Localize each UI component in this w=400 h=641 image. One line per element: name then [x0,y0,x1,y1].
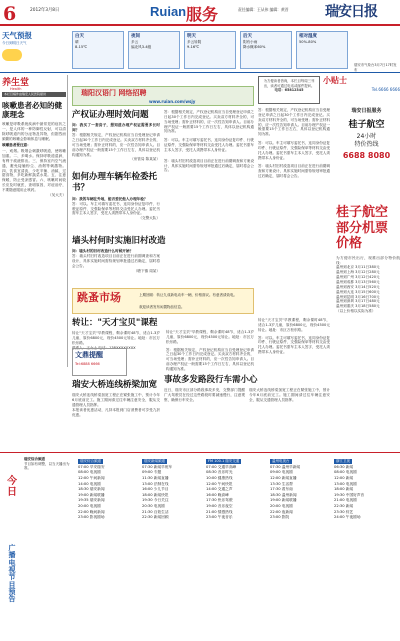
tips-phone: Tel.6666 6666 [371,86,400,92]
qa-sign: （交警大队） [138,216,160,221]
transfer-body-cont: 转让"天才宝贝"早教课程，剩余课时48节，适合1-3岁儿童，原价6800元，现价4500元转让。地址：市区万松东路。 [166,330,254,344]
tv-program-row: 16:00 少儿节目 [142,487,169,492]
tv-note-title: 瑞安综合频道 [24,457,45,461]
article-paragraph: 一、戒烟。吸烟会刺激呼吸道，使咳嗽加重。二、多喝水。保持呼吸道湿润，有利于痰液排出。三、保持室内空气流通，避免接触粉尘、油烟等刺激物。四、饮食宜清淡，少吃辛辣、油腻、过甜食物，多吃新鲜蔬菜水果。五、注意保暖，防止受凉感冒。六、咳嗽时间较长应及时就医，查明原因，对症治疗，不要随意服用止咳药。 [2,149,66,192]
qa-answer-cont: 答：墙头村旧村改造项目目前正在进行前期调查和方案设计，具体实施时间需待规划审批通过后确定，届时将会公告。 [258,164,330,179]
tv-program-row: 19:30 中国好声音 [334,492,365,497]
tv-program-row: 17:30 快乐驾驶 [206,498,233,503]
service-ad [333,108,400,162]
section-title: 服务 [186,5,219,24]
sale-box [72,348,127,376]
column-title: 养生堂 [2,78,30,88]
tv-program-row: 22:30 新闻 [334,504,354,508]
sale-phone: Tel:6888 6666 [75,362,100,367]
weather-title: 天气预报 [2,31,32,40]
ad-title: 瑞阳汉语门 网络招聘 [81,89,147,97]
tv-program-row: 07:30 新闻早班车 [142,464,173,469]
tv-channel-column [206,459,268,521]
editor-credit: 责任编辑：王从伟 编辑：黄晋 [238,7,289,12]
tv-program-row: 21:30 百姓生活 [142,509,169,514]
transfer-contact: 联系人：王女士 电话：138XXXXXXXX [72,346,136,350]
qa-answer-cont: 答：根据相关规定，产权登记机构应当自受理登记申请之日起30个工作日内完成登记。买卖双方材料齐全的，可当场受理；需补正材料的，应一次性告知申请人。目前办理产权证一般需要15个工作日左右，具体以登记机构通知为准。 [164,110,254,134]
qa-answer-cont: 答：根据相关规定，产权登记机构应当自受理登记申请之日起30个工作日内完成登记。买卖双方材料齐全的，可当场受理；需补正材料的，应一次性告知申请人。目前办理产权证一般需要15个工作日左右，具体以登记机构通知为准。 [258,108,330,137]
service-line: 24小时 [356,132,377,140]
news-body: 本报读者优惠活动，凡持本报到门店消费者可享受九折优惠。 [72,408,160,417]
tv-program-row: 12:00 午间新闻 [78,475,105,480]
tv-program-row: 23:30 综艺 [334,509,354,514]
page-number: 6 [3,3,17,25]
article-title: 咳嗽患者必知的健康理念 [2,101,62,119]
sale-title: 文鼎提醒 [75,351,103,359]
tv-program-row: 07:00 交通早高峰 [206,464,237,469]
tv-program-row: 06:30 新闻 [334,464,354,469]
transfer-title: 转让："天才宝贝"课程 [72,318,158,328]
news-road [164,375,330,403]
tv-program-row: 08:00 电视剧 [78,470,101,475]
weather-strip [0,29,400,73]
tv-channel-column [78,459,140,521]
airline-item: 温州到大连 3月15日600元 [336,289,380,294]
weather-cell: 后天 阴有小雨 降水概率60% [240,31,292,69]
tv-program-row: 22:00 晚间新闻 [78,509,105,514]
section-title-en: Ruian [150,4,187,19]
news-body: 瑞安大桥连线桥梁加宽工程正在紧张施工中，预计今年6月底前完工。施工期间请过往车辆注意安全，服从交通管理人员指挥。 [249,388,330,403]
tv-program-row: 22:00 夜新闻 [270,509,293,514]
tv-program-row: 17:30 看东南 [270,487,293,492]
tv-channel-name: FM 100.1 瑞安交通 [208,459,240,463]
tv-program-row: 12:00 新闻直播 [270,475,297,480]
tv-program-row: 21:00 电视剧 [334,498,357,503]
qa-title: 如何办理车辆年检委托书？ [72,172,158,194]
tv-program-row: 07:00 早安瑞安 [78,464,105,469]
tv-program-row: 19:00 新闻联播 [78,492,105,497]
tv-program-row: 23:00 午夜音乐 [206,515,233,520]
article-sign: （吴大夫） [48,192,66,197]
article-paragraph: 咳嗽是呼吸系统疾病中最常见的症状之一，是人体的一种防御性反射，可以清除呼吸道内的分泌物及异物，但剧烈而频繁的咳嗽会影响休息与睡眠。 [2,122,66,141]
weather-cell: 相对湿度 50%-80% [296,31,348,69]
tv-program-row: 22:30 新闻回顾 [142,515,169,520]
tv-channel-name: 瑞安新闻频道 [144,459,165,463]
tv-program-row: 09:00 电视剧 [270,470,293,475]
transfer-body-cont: 转让"天才宝贝"早教课程，剩余课时48节，适合1-3岁儿童，原价6800元，现价4500元转让。地址：市区万松东路。 [258,318,330,332]
tv-program-row: 10:00 健康热线 [206,475,233,480]
tv-channel-name: 瑞安综合频道 [80,459,101,463]
qa-question: 问：我买了一套房子，想知道办理产权证需要多长时间？ [72,123,160,133]
news-bridge [72,380,160,418]
tv-program-row: 13:30 生活帮 [270,481,293,486]
news-title: 瑞安大桥连线桥梁加宽 [72,380,158,390]
tv-program-row: 14:00 交通之声 [206,487,233,492]
tv-program-row: 20:00 电视剧 [270,504,293,508]
qa-answer: 答：根据相关规定，产权登记机构应当自受理登记申请之日起30个工作日内完成登记。买卖双方材料齐全的，可当场受理；需补正材料的，应一次性告知申请人。目前办理产权证一般需要15个工作日左右，具体以登记机构通知为准。 [72,133,160,157]
qa-sign: （房管局 陈某某） [130,157,160,162]
tips-title: 小贴士 [323,76,347,85]
service-line: 特价热线 [354,140,379,148]
transfer-body-cont: 答：可以。车主可填写委托书，连同身份证复印件、行驶证原件、交强险保单等材料交由受托人办理。委托书需车主本人签字，受托人须携带本人身份证。 [258,335,330,355]
tv-sidebar [0,455,22,640]
notice-text: 为方便读者咨询，本栏目每周三刊出，读者可通过电话或邮件提问。 [263,79,315,88]
tv-program-row: 19:30 今日关注 [142,498,169,503]
page-header [0,0,400,26]
tv-program-row: 18:30 温州新闻 [270,492,297,497]
ad-banner[interactable] [72,86,254,106]
qa-answer-cont: 答：墙头村旧村改造项目目前正在进行前期调查和方案设计，具体实施时间需待规划审批通过后确定，届时将会公告。 [164,158,254,173]
qa-answer-cont: 答：可以。车主可填写委托书，连同身份证复印件、行驶证原件、交强险保单等材料交由受托人办理。委托书需车主本人签字，受托人须携带本人身份证。 [258,141,330,160]
airline-item: 温州到上海 3月12日280元 [336,270,380,275]
health-column [0,75,68,367]
issue-date: 2012年3月8日 [30,8,60,13]
tv-program-row: 20:30 电视剧 [142,504,165,508]
qa-sign: （塘下镇 周某） [133,268,160,273]
news-body: 瑞安大桥连线桥梁加宽工程正在紧张施工中，预计今年6月底前完工。施工期间请过往车辆注意安全，服从交通管理人员指挥。 [72,393,160,408]
transfer-body-cont: 答：根据相关规定，产权登记机构应当自受理登记申请之日起30个工作日内完成登记。买卖双方材料齐全的，可当场受理；需补正材料的，应一次性告知申请人。目前办理产权证一般需要15个工作日左右，具体以登记机构通知为准。 [166,347,254,371]
flea-tag: 上期回顾：转让九成新电动车一辆，价格面议。有意者请致电。 [139,293,237,297]
weather-cell: 夜间 多云 偏北风3-4级 [128,31,180,69]
airline-item: 温州到广州 3月12日420元 [336,275,380,280]
tv-program-row: 18:00 新闻 [334,487,354,492]
tv-program-row: 08:00 电视剧 [334,470,357,475]
notice-box [258,76,320,104]
tv-program-row: 13:00 电视剧 [334,481,357,486]
airline-sign: （以上价格以实际为准） [336,309,376,314]
flea-title: 跳蚤市场 [77,291,121,304]
weather-subtitle: 今日到明日天气 [2,41,27,46]
tv-program-row: 24:00 午夜剧场 [334,515,361,520]
service-line: 桂子航空 [348,119,385,130]
tv-program-row: 19:35 瑞安新闻 [78,498,105,503]
airline-item: 温州到西安 3月14日520元 [336,284,380,289]
tv-program-row: 19:00 音乐夜空 [206,504,233,508]
newspaper-logo: 瑞安日报 [325,4,377,20]
airline-list [336,265,400,309]
qa-answer: 答：可以。车主可填写委托书，连同身份证复印件、行驶证原件、交强险保单等材料交由受托人办理。委托书需车主本人签字，受托人须携带本人身份证。 [72,201,160,216]
tv-title: 今日 [7,476,17,498]
tv-channel-column [142,459,204,521]
airline-title: 桂子航空部分机票价格 [336,205,389,252]
airline-intro: 为方便市民出行，现推出部分特价航线： [336,255,400,265]
flea-desc: 欢迎读者发布闲置物品信息。 [139,305,185,309]
airline-item: 温州到重庆 3月18日580元 [336,304,380,309]
qa-title: 产权证办理时效问题 [72,110,149,120]
weather-cell: 明天 多云转阴 9-16℃ [184,31,236,69]
airline-item: 温州到深圳 3月17日480元 [336,299,380,304]
weather-title-block [2,31,70,71]
tv-program-row: 09:00 专题 [142,470,162,475]
ad-url[interactable]: www.ruian.com/wsjy [149,99,196,104]
tv-program-row: 13:00 法制在线 [142,481,169,486]
tv-note-text: 节目如有调整，以当天播出为准。 [24,461,70,471]
weather-cell: 白天 晴 8-15℃ [72,31,124,69]
tv-program-row: 14:00 电视剧 [78,481,101,486]
transfer-body: 转让"天才宝贝"早教课程，剩余课时48节，适合1-3岁儿童，原价6800元，现价4500元转让。地址：市区万松东路。 [72,331,160,346]
tv-listings [0,452,400,641]
tv-program-row: 12:00 新闻 [334,475,354,480]
tv-program-row: 23:00 影视剧场 [78,515,105,520]
news-title: 事故多发路段行车需小心 [164,375,258,385]
airline-ad [336,205,400,314]
news-body: 近日，瑞安市区部分路段事故多发，交警部门提醒广大驾驶员在经过这些路段时要减速慢行，注意观察，确保行车安全。 [164,388,245,403]
service-line: 瑞安日报服务 [351,108,382,114]
tv-subtitle: 广播电视节目预告 [8,544,16,604]
tv-program-row: 08:30 音乐时光 [206,470,233,475]
article-subhead: 咳嗽患者要注意： [2,143,31,148]
airline-item: 温州到北京 3月11日380元 [336,265,380,270]
tv-program-row: 23:00 影院 [270,515,290,520]
tv-channel-column [270,459,332,521]
qa-title: 墙头村何时实施旧村改造 [72,236,166,246]
qa-question: 问：墙头村的旧村改造什么时候开始？ [72,249,134,254]
tv-program-row: 11:30 新闻直播 [142,475,169,480]
tv-program-row: 19:00 新闻联播 [270,498,297,503]
tv-program-row: 12:00 午间快报 [206,481,233,486]
tv-channel-name: 温州电视台 [272,459,290,463]
airline-item: 温州到昆明 3月16日700元 [336,294,380,299]
column-subtitle: Health [10,87,22,91]
tv-channel-name: 浙江卫视 [336,459,350,463]
sun-icon [2,49,22,61]
weather-caption: 瑞安市气象台3月7日17时发布 [354,63,397,72]
tv-channel-column [334,459,396,521]
tv-note [24,457,74,471]
qa-answer-cont: 答：可以。车主可填写委托书，连同身份证复印件、行驶证原件、交强险保单等材料交由受托人办理。委托书需车主本人签字，受托人须携带本人身份证。 [164,138,254,152]
notice-phone: 电话：65812345 [274,88,304,93]
tv-program-row: 20:00 电视剧 [78,504,101,508]
tv-program-row: 21:00 情感热线 [206,509,233,514]
tv-program-row: 18:00 新闻快报 [142,492,169,497]
flea-market-banner [72,288,254,314]
service-phone: 6688 8080 [342,151,391,161]
qa-answer: 答：墙头村旧村改造项目目前正在进行前期调查和方案设计，具体实施时间需待规划审批通过后确定，届时将会公告。 [72,254,160,268]
tv-program-row: 07:30 温州早新闻 [270,464,301,469]
tv-program-row: 18:30 瑞安新闻 [78,487,105,492]
column-bar: 本栏目稿件由瑞安人民医院提供 [2,92,66,97]
qa-question: 问：我的车辆在外地，能否委托他人办理年检？ [72,196,148,201]
tv-program-row: 16:00 晚高峰 [206,492,229,497]
tips-header [323,76,400,104]
airline-item: 温州到成都 3月13日560元 [336,280,380,284]
